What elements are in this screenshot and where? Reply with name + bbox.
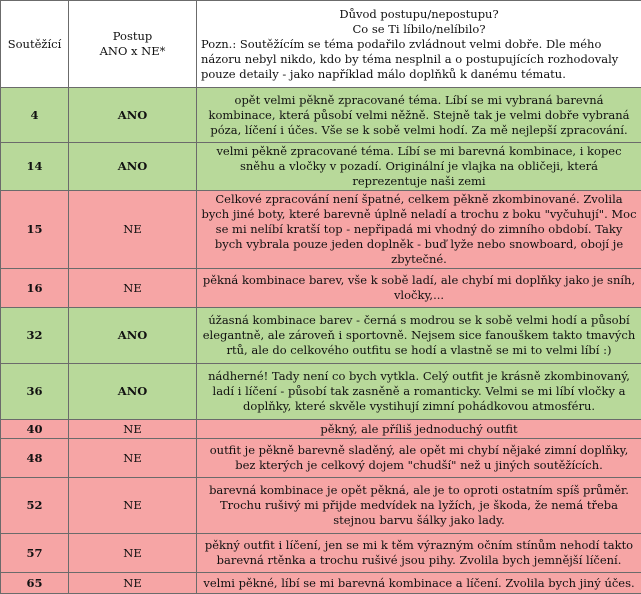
reason-text: outfit je pěkně barevně sladěný, ale opět mi chybí nějaké zimní doplňky, bez kterých je celkový dojem "chudší" než u jiných soutěžících.: [197, 439, 641, 478]
reason-text: nádherné! Tady není co bych vytkla. Celý outfit je krásně zkombinovaný, ladí i líčení - působí tak zasněně a romanticky. Velmi se mi líbí vločky a doplňky, které skvěle vystihují zimní pohádkovou atmosféru.: [197, 364, 641, 420]
header-reason-line1: Důvod postupu/nepostupu?: [201, 7, 637, 22]
advance-value: NE: [69, 269, 197, 308]
contestant-number: 52: [1, 478, 69, 534]
reason-text: pěkná kombinace barev, vše k sobě ladí, ale chybí mi doplňky jako je sníh, vločky,...: [197, 269, 641, 308]
header-advance-line2: ANO x NE*: [100, 44, 166, 58]
table-row: [1, 420, 641, 439]
reason-text: opět velmi pěkně zpracované téma. Líbí se mi vybraná barevná kombinace, která působí velmi něžně. Stejně tak je velmi dobře vybraná póza, líčení i účes. Vše se k sobě velmi hodí. Za mě nejlepší zpracování.: [197, 88, 641, 143]
contestant-number: 14: [1, 143, 69, 191]
contestant-number: 40: [1, 420, 69, 439]
reason-text: Celkové zpracování není špatné, celkem pěkně zkombinované. Zvolila bych jiné boty, které barevně úplně neladí a trochu z boku "vyčuhují". Moc se mi nelíbí kratší top - nepřipadá mi vhodný do zimního období. Taky bych vybrala pouze jeden doplněk - buď lyže nebo snowboard, obojí je zbytečné.: [197, 191, 641, 269]
header-reason-note: Pozn.: Soutěžícím se téma podařilo zvládnout velmi dobře. Dle mého názoru nebyl nikdo, kdo by téma nesplnil a o postupujících rozhodovaly pouze detaily - jako například málo doplňků k danému tématu.: [201, 37, 618, 81]
advance-value: ANO: [69, 364, 197, 420]
advance-value: ANO: [69, 143, 197, 191]
advance-value: NE: [69, 191, 197, 269]
advance-value: ANO: [69, 88, 197, 143]
advance-value: NE: [69, 573, 197, 594]
contestant-number: 65: [1, 573, 69, 594]
reason-text: barevná kombinace je opět pěkná, ale je to oproti ostatním spíš průměr. Trochu rušivý mi přijde medvídek na lyžích, je škoda, že nemá třeba stejnou barvu šálky jako lady.: [197, 478, 641, 534]
table-row: [1, 439, 641, 478]
table-row: [1, 478, 641, 534]
header-row: [1, 1, 641, 88]
contestant-number: 16: [1, 269, 69, 308]
table-row: [1, 269, 641, 308]
advance-value: NE: [69, 534, 197, 573]
table-row: [1, 534, 641, 573]
header-reason-line2: Co se Ti líbilo/nelíbilo?: [201, 22, 637, 37]
contestant-number: 32: [1, 308, 69, 364]
header-advance-line1: Postup: [113, 29, 153, 43]
reason-text: velmi pěkné, líbí se mi barevná kombinace a líčení. Zvolila bych jiný účes.: [197, 573, 641, 594]
contestant-number: 4: [1, 88, 69, 143]
reason-text: velmi pěkně zpracované téma. Líbí se mi barevná kombinace, i kopec sněhu a vločky v pozadí. Originální je vlajka na obličeji, která reprezentuje naši zemi: [197, 143, 641, 191]
reason-text: úžasná kombinace barev - černá s modrou se k sobě velmi hodí a působí elegantně, ale zároveň i sportovně. Nejsem sice fanouškem takto tmavých rtů, ale do celkového outfitu se hodí a vlastně se mi to velmi líbí :): [197, 308, 641, 364]
table-row: [1, 88, 641, 143]
contestant-number: 36: [1, 364, 69, 420]
contestant-number: 48: [1, 439, 69, 478]
contestant-number: 15: [1, 191, 69, 269]
header-reason: [197, 1, 641, 88]
reason-text: pěkný, ale příliš jednoduchý outfit: [197, 420, 641, 439]
table-row: [1, 573, 641, 594]
contestant-number: 57: [1, 534, 69, 573]
table-row: [1, 191, 641, 269]
header-contestants: Soutěžící: [1, 1, 69, 88]
header-advance: [69, 1, 197, 88]
reason-text: pěkný outfit i líčení, jen se mi k těm výrazným očním stínům nehodí takto barevná rtěnka a trochu rušivé jsou pihy. Zvolila bych jemnější líčení.: [197, 534, 641, 573]
advance-value: NE: [69, 439, 197, 478]
advance-value: ANO: [69, 308, 197, 364]
advance-value: NE: [69, 478, 197, 534]
table-row: [1, 364, 641, 420]
advance-value: NE: [69, 420, 197, 439]
table-row: [1, 143, 641, 191]
table-row: [1, 308, 641, 364]
